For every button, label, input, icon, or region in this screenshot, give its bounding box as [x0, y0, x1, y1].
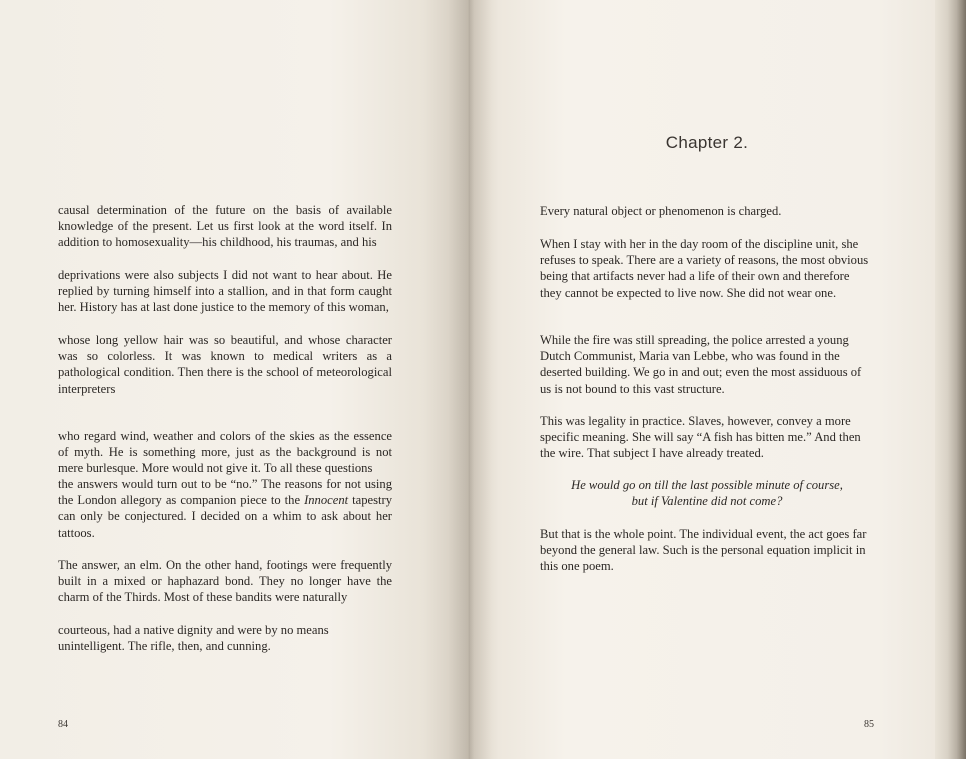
right-paragraph-closing: But that is the whole point. The individual event, the act goes far beyond the general law. Such is the personal equation implicit in this one poem. [540, 527, 867, 574]
page-stack-edge [935, 0, 966, 759]
italic-title-innocent: Innocent [304, 493, 349, 508]
left-paragraph-2: deprivations were also subjects I did not want to hear about. He replied by turning himself into a stallion, and in that form caught her. History has at last done justice to the memory of this woman, [58, 268, 392, 315]
left-paragraph-3: whose long yellow hair was so beautiful, and whose character was so colorless. It was known to medical writers as a pathological condition. Then there is the school of meteorological interpreters [58, 333, 392, 396]
left-paragraph-7: courteous, had a native dignity and were by no means unintelligent. The rifle, then, and cunning. [58, 623, 329, 654]
left-paragraph-5 [58, 476, 392, 541]
page-number-right: 85 [864, 719, 874, 730]
right-paragraph-4: This was legality in practice. Slaves, however, convey a more specific meaning. She will say “A fish has bitten me.” And then the wire. That subject I have already treated. [540, 414, 861, 461]
left-page [0, 0, 470, 759]
chapter-title: Chapter 2. [665, 133, 749, 152]
right-paragraph-2: When I stay with her in the day room of the discipline unit, she refuses to speak. There are a variety of reasons, the most obvious being that artifacts never had a life of their own and therefore they cannot be expected to live now. She did not wear one. [540, 237, 869, 300]
quote-line-1: He would go on till the last possible minute of course, [571, 478, 843, 492]
left-paragraph-6: The answer, an elm. On the other hand, footings were frequently built in a mixed or haphazard bond. They no longer have the charm of the Thirds. Most of these bandits were naturally [58, 558, 392, 605]
left-paragraph-1: causal determination of the future on the basis of available knowledge of the present. Let us first look at the word itself. In addition to homosexuality—his childhood, his traumas, and his [58, 203, 392, 250]
page-number-left: 84 [58, 719, 68, 730]
right-paragraph-1: Every natural object or phenomenon is charged. [540, 204, 782, 218]
left-paragraph-4: who regard wind, weather and colors of the skies as the essence of myth. He is something more, just as the background is not mere burlesque. More would not give it. To all these questions [58, 429, 392, 476]
left-paragraph-5-end: tapestry can only be conjectured. I decided on a whim to ask about her tattoos. [58, 493, 392, 540]
quote-line-2: but if Valentine did not come? [631, 494, 783, 509]
italic-quote [540, 477, 874, 509]
left-paragraph-5-start: the answers would turn out to be “no.” The reasons for not using the London allegory as companion piece to the [58, 477, 392, 508]
right-paragraph-3: While the fire was still spreading, the police arrested a young Dutch Communist, Maria van Lebbe, who was found in the deserted building. We go in and out; even the most assiduous of us is not bound to this vast structure. [540, 333, 862, 396]
